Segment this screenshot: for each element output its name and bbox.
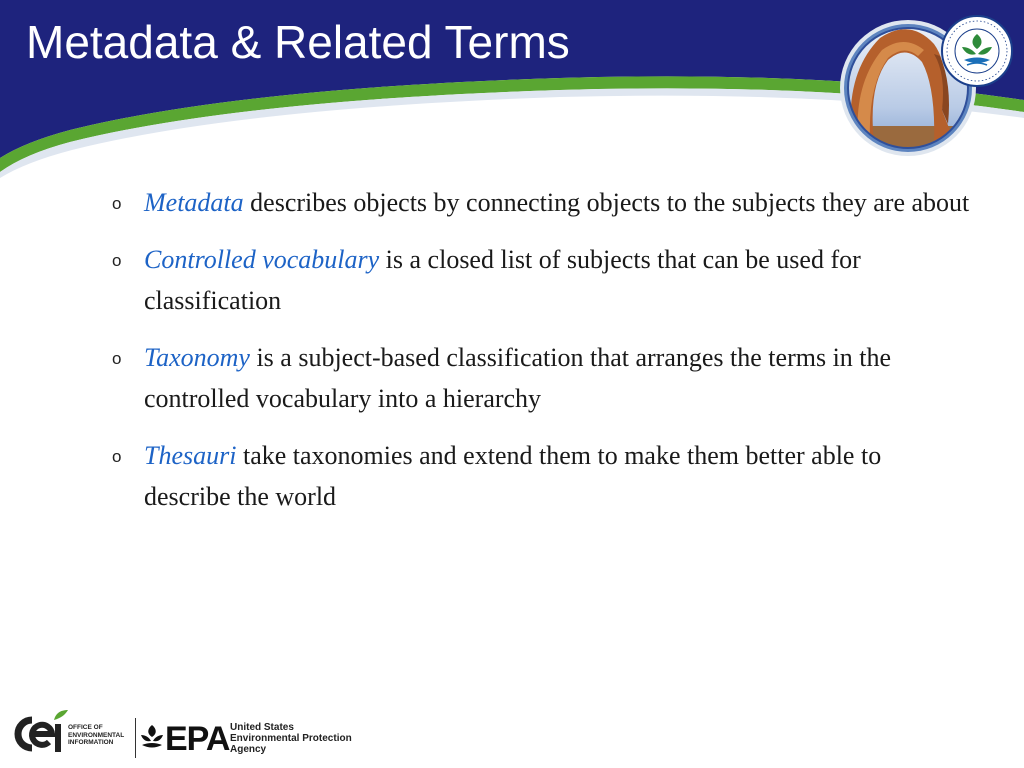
bullet-item-thesauri [112,435,972,517]
slide-header [0,0,1024,180]
footer-divider [135,718,136,758]
footer-logos [8,708,368,760]
epa-wordmark: EPA [165,720,230,758]
epa-flower-icon [140,724,164,752]
oei-caption: OFFICE OF ENVIRONMENTAL INFORMATION [68,724,125,746]
bullet-marker: o [112,447,122,466]
slide-title: Metadata & Related Terms [26,16,570,68]
bullet-marker: o [112,194,122,213]
bullet-term: Metadata [144,188,244,217]
agency-name [230,722,370,755]
bullet-marker: o [112,349,122,368]
bullet-text: is a closed list of subjects that can be used for classification [144,245,861,315]
bullet-item-taxonomy [112,337,972,419]
bullet-term: Controlled vocabulary [144,245,380,274]
bullet-marker: o [112,251,122,270]
oei-logo-icon [8,708,68,756]
bullet-term: Thesauri [144,441,237,470]
bullet-item-metadata [112,182,972,223]
bullet-text: is a subject-based classification that arranges the terms in the controlled vocabulary into a hierarchy [144,343,892,413]
bullet-term: Taxonomy [144,343,250,372]
bullet-list [112,182,972,533]
agency-line: Environmental Protection [230,733,352,744]
agency-line: Agency [230,744,267,755]
epa-seal-icon [940,14,1014,88]
bullet-text: describes objects by connecting objects to the subjects they are about [243,188,970,217]
agency-line: United States [230,722,294,733]
header-badge [838,14,1018,158]
bullet-item-controlled-vocabulary [112,239,972,321]
bullet-text: take taxonomies and extend them to make them better able to describe the world [144,441,882,511]
